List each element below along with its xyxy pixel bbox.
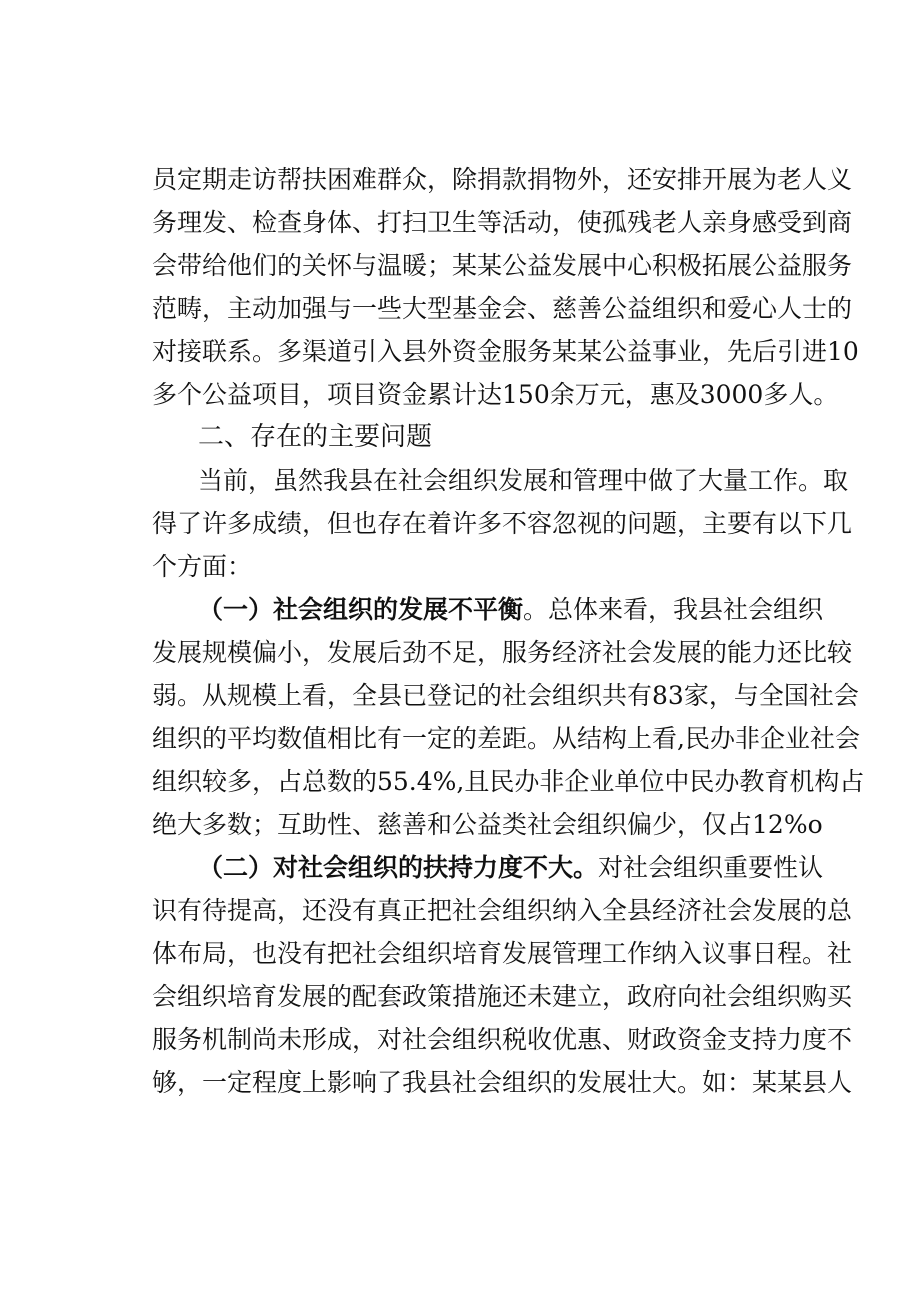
text-line bbox=[152, 158, 853, 201]
text-line bbox=[152, 631, 853, 674]
text-line bbox=[152, 1061, 853, 1104]
text-segment: 范畴，主动加强与一些大型基金会、慈善公益组织和爱心人士的 bbox=[152, 294, 853, 323]
text-segment: 二、存在的主要问题 bbox=[198, 422, 433, 452]
bold-subheading: （二）对社会组织的扶持力度不大。 bbox=[198, 853, 599, 882]
text-line bbox=[152, 760, 865, 803]
text-line bbox=[152, 717, 860, 760]
bold-subheading: （一）社会组织的发展不平衡 bbox=[198, 595, 524, 624]
text-segment: 。总体来看，我县社会组织 bbox=[523, 595, 824, 624]
text-segment: 员定期走访帮扶困难群众，除捐款捐物外，还安排开展为老人义 bbox=[152, 165, 853, 194]
text-line bbox=[152, 330, 859, 373]
text-segment: 会组织培育发展的配套政策措施还未建立，政府向社会组织购买 bbox=[152, 982, 853, 1011]
text-segment: 组织的平均数值相比有一定的差距。从结构上看,民办非企业社会 bbox=[152, 724, 860, 753]
text-segment: 组织较多，占总数的55.4%,且民办非企业单位中民办教育机构占 bbox=[152, 767, 865, 796]
text-line bbox=[152, 1018, 853, 1061]
text-line bbox=[152, 932, 853, 975]
text-line bbox=[198, 459, 849, 502]
text-line bbox=[152, 502, 853, 545]
text-segment: 对接联系。多渠道引入县外资金服务某某公益事业，先后引进10 bbox=[152, 337, 859, 366]
text-segment: 弱。从规模上看，全县已登记的社会组织共有83家，与全国社会 bbox=[152, 681, 859, 710]
text-line bbox=[198, 846, 824, 889]
text-segment: 绝大多数；互助性、慈善和公益类社会组织偏少，仅占12%o bbox=[152, 810, 823, 839]
text-line bbox=[152, 244, 853, 287]
text-segment: 务理发、检查身体、打扫卫生等活动，使孤残老人亲身感受到商 bbox=[152, 208, 853, 237]
section-heading bbox=[198, 416, 808, 459]
text-line bbox=[152, 373, 839, 416]
text-segment: 对社会组织重要性认 bbox=[598, 853, 824, 882]
text-segment: 发展规模偏小，发展后劲不足，服务经济社会发展的能力还比较 bbox=[152, 638, 853, 667]
text-segment: 会带给他们的关怀与温暖；某某公益发展中心积极拓展公益服务 bbox=[152, 251, 853, 280]
text-segment: 多个公益项目，项目资金累计达150余万元，惠及3000多人。 bbox=[152, 380, 839, 409]
text-line bbox=[152, 545, 808, 588]
text-line bbox=[198, 588, 824, 631]
text-line bbox=[152, 674, 859, 717]
text-segment: 识有待提高，还没有真正把社会组织纳入全县经济社会发展的总 bbox=[152, 896, 853, 925]
text-line bbox=[152, 287, 853, 330]
text-segment: 够，一定程度上影响了我县社会组织的发展壮大。如：某某县人 bbox=[152, 1068, 853, 1097]
text-segment: 得了许多成绩，但也存在着许多不容忽视的问题，主要有以下几 bbox=[152, 509, 853, 538]
text-line bbox=[152, 975, 853, 1018]
text-segment: 体布局，也没有把社会组织培育发展管理工作纳入议事日程。社 bbox=[152, 939, 853, 968]
text-line bbox=[152, 803, 823, 846]
text-segment: 个方面： bbox=[152, 552, 253, 581]
text-segment: 当前，虽然我县在社会组织发展和管理中做了大量工作。取 bbox=[198, 466, 849, 495]
text-line bbox=[152, 889, 853, 932]
text-line bbox=[152, 201, 853, 244]
text-segment: 服务机制尚未形成，对社会组织税收优惠、财政资金支持力度不 bbox=[152, 1025, 853, 1054]
